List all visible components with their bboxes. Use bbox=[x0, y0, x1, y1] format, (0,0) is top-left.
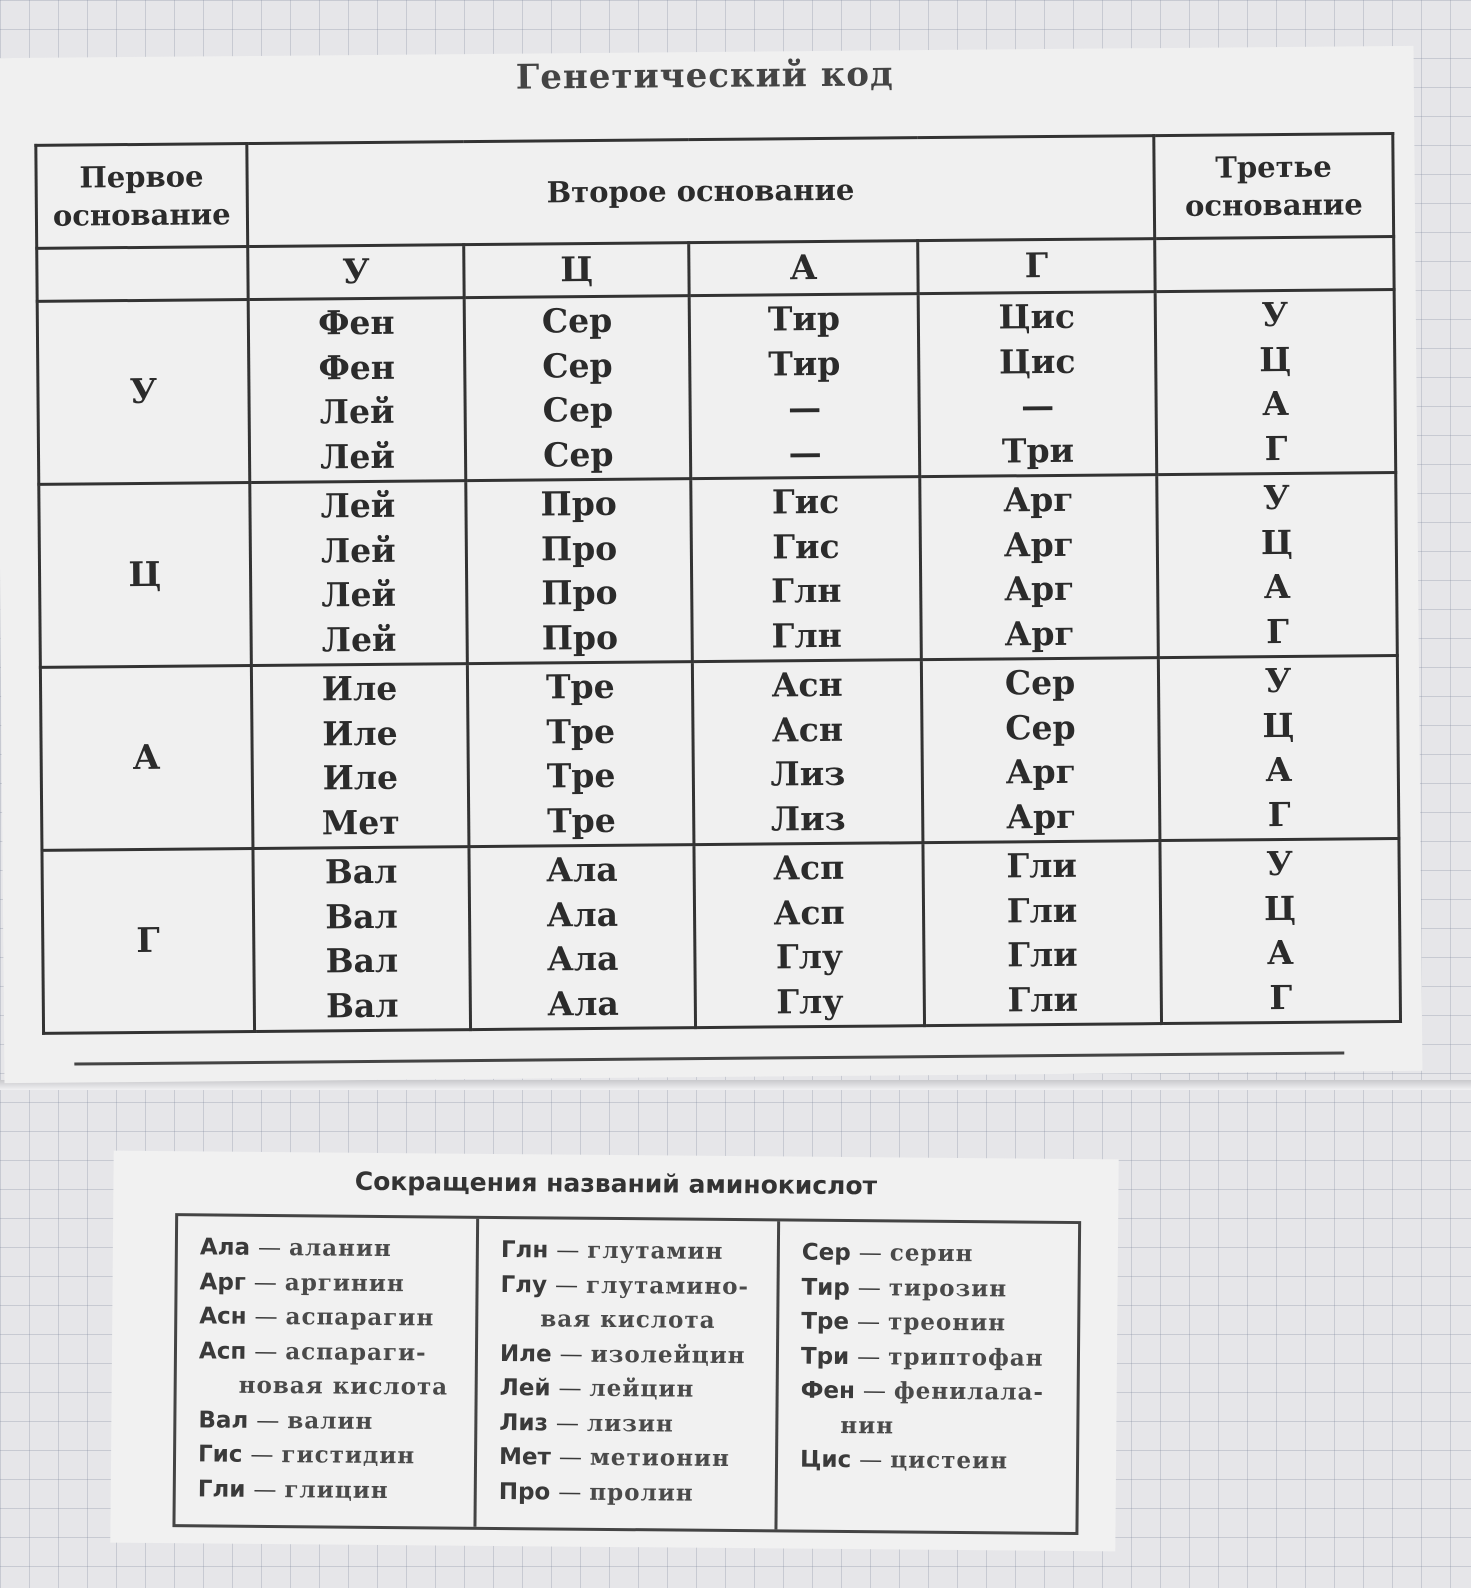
amino-acid: Вал bbox=[324, 851, 398, 892]
abbreviations-title: Сокращения названий аминокислот bbox=[354, 1166, 878, 1201]
abbreviation-item bbox=[801, 1270, 1061, 1307]
abbreviation-item bbox=[801, 1305, 1061, 1342]
amino-acid: Тре bbox=[546, 800, 616, 841]
third-base-cell bbox=[1158, 655, 1399, 840]
abbreviation-short: Сер bbox=[801, 1239, 851, 1267]
amino-acid-stack bbox=[253, 666, 468, 846]
codon-group-row bbox=[39, 473, 1398, 668]
amino-acid-cell bbox=[692, 660, 922, 845]
abbreviation-full: пролин bbox=[589, 1478, 694, 1507]
abbreviation-column bbox=[175, 1216, 479, 1527]
amino-acid-cell bbox=[469, 845, 695, 1030]
abbreviation-full: тирозин bbox=[888, 1273, 1008, 1302]
abbreviation-dash: — bbox=[253, 1269, 277, 1296]
abbreviation-dash: — bbox=[857, 1274, 881, 1301]
amino-acid: Арг bbox=[1003, 480, 1074, 520]
third-base-letter: У bbox=[1262, 478, 1290, 518]
abbreviation-item bbox=[499, 1405, 759, 1442]
amino-acid: Лиз bbox=[770, 798, 846, 839]
abbreviation-full: триптофан bbox=[888, 1342, 1044, 1372]
abbreviation-dash: — bbox=[862, 1378, 887, 1405]
abbreviation-continuation bbox=[800, 1408, 1060, 1445]
amino-acid: Арг bbox=[1005, 796, 1077, 837]
amino-acid: Тир bbox=[767, 299, 841, 339]
abbreviation-item bbox=[499, 1474, 759, 1511]
third-base-letter: А bbox=[1261, 384, 1290, 424]
amino-acid: Арг bbox=[1004, 613, 1075, 654]
abbreviation-item bbox=[198, 1403, 458, 1440]
third-base-letter: Г bbox=[1266, 611, 1290, 651]
amino-acid-stack bbox=[254, 849, 469, 1029]
third-base-letter: А bbox=[1263, 567, 1291, 607]
third-base-letter: А bbox=[1265, 750, 1293, 790]
notebook-fold bbox=[0, 1080, 1471, 1090]
abbreviation-item bbox=[499, 1440, 759, 1477]
bottom-rule bbox=[74, 1051, 1344, 1065]
amino-acid-cell bbox=[464, 296, 690, 481]
third-base-stack bbox=[1161, 841, 1399, 1021]
amino-acid: Вал bbox=[325, 896, 398, 937]
amino-acid: Фен bbox=[318, 347, 396, 388]
abbreviation-short: Фен bbox=[800, 1377, 856, 1405]
abbreviation-short: Мет bbox=[498, 1443, 552, 1471]
amino-acid: Вал bbox=[325, 985, 399, 1026]
abbreviation-column bbox=[476, 1219, 780, 1530]
abbreviation-short: Про bbox=[498, 1478, 551, 1505]
abbreviation-short: Лей bbox=[499, 1374, 551, 1402]
amino-acid: Лей bbox=[320, 436, 396, 477]
amino-acid: Про bbox=[541, 573, 618, 613]
abbreviation-item bbox=[198, 1472, 458, 1509]
third-base-stack bbox=[1158, 475, 1396, 655]
third-base-letter: У bbox=[1264, 661, 1292, 701]
header-row bbox=[36, 134, 1394, 249]
amino-acid: Иле bbox=[322, 757, 399, 798]
third-base-letter: Ц bbox=[1259, 339, 1292, 379]
amino-acid-cell bbox=[694, 843, 924, 1028]
abbreviation-full: лизин bbox=[586, 1409, 674, 1438]
amino-acid: Асн bbox=[771, 665, 843, 705]
genetic-code-table bbox=[34, 132, 1402, 1035]
empty-third-cell bbox=[1155, 237, 1395, 292]
amino-acid: Ала bbox=[545, 850, 618, 890]
abbreviation-item bbox=[801, 1339, 1061, 1376]
amino-acid: Про bbox=[540, 528, 618, 569]
abbreviation-full: глутамино- bbox=[585, 1271, 750, 1300]
amino-acid: Гли bbox=[1007, 979, 1079, 1020]
amino-acid-stack bbox=[468, 481, 691, 661]
amino-acid-stack bbox=[696, 845, 923, 1025]
amino-acid-cell bbox=[920, 475, 1159, 660]
amino-acid: Тир bbox=[768, 343, 841, 384]
amino-acid-cell bbox=[468, 662, 694, 847]
amino-acid-stack bbox=[923, 660, 1158, 840]
abbreviation-full: изолейцин bbox=[590, 1340, 746, 1369]
third-base-letter: Ц bbox=[1262, 705, 1295, 745]
amino-acid-stack bbox=[469, 664, 692, 844]
amino-acid-cell bbox=[466, 479, 692, 664]
amino-acid-stack bbox=[692, 479, 919, 659]
third-base-letter: Г bbox=[1269, 977, 1293, 1017]
amino-acid-stack bbox=[466, 298, 689, 478]
amino-acid: Гис bbox=[772, 526, 840, 567]
amino-acid-cell bbox=[689, 294, 919, 479]
third-base-stack bbox=[1160, 658, 1398, 838]
third-base-letter: Ц bbox=[1263, 888, 1297, 928]
abbreviation-dash: — bbox=[254, 1338, 278, 1365]
abbreviation-short: Асн bbox=[199, 1303, 247, 1330]
amino-acid: Ала bbox=[546, 939, 619, 979]
amino-acid: Мет bbox=[321, 802, 400, 843]
abbreviation-item bbox=[198, 1437, 458, 1474]
amino-acid: Лей bbox=[321, 574, 397, 615]
abbreviation-full: аргинин bbox=[284, 1268, 405, 1297]
amino-acid-stack bbox=[694, 662, 921, 842]
amino-acid-cell bbox=[251, 664, 469, 849]
genetic-code-title: Генетический код bbox=[515, 54, 894, 98]
amino-acid: Гли bbox=[1006, 890, 1078, 931]
abbreviation-full-cont: нин bbox=[840, 1411, 895, 1439]
abbreviation-item bbox=[501, 1233, 761, 1270]
amino-acid-cell bbox=[249, 481, 467, 666]
abbreviation-item bbox=[802, 1236, 1062, 1273]
abbreviation-dash: — bbox=[250, 1441, 274, 1469]
abbreviation-short: Лиз bbox=[499, 1409, 549, 1436]
first-base-cell: У bbox=[37, 300, 249, 485]
abbreviation-dash: — bbox=[257, 1234, 282, 1262]
abbreviation-full: валин bbox=[287, 1406, 374, 1435]
amino-acid: Ала bbox=[547, 983, 619, 1024]
amino-acid: Иле bbox=[321, 668, 398, 709]
abbreviation-item bbox=[800, 1443, 1060, 1480]
third-base-letter: Ц bbox=[1260, 522, 1293, 562]
amino-acid-stack bbox=[249, 300, 464, 480]
amino-acid-cell bbox=[691, 477, 921, 662]
abbreviation-short: Глн bbox=[500, 1237, 549, 1264]
amino-acid: Асп bbox=[773, 892, 845, 933]
second-base-label: А bbox=[689, 241, 918, 296]
amino-acid: Сер bbox=[542, 390, 614, 430]
amino-acid: — bbox=[788, 432, 822, 473]
abbreviation-dash: — bbox=[554, 1271, 579, 1299]
amino-acid: Три bbox=[1001, 430, 1075, 471]
amino-acid: Про bbox=[541, 617, 619, 658]
abbreviation-dash: — bbox=[555, 1409, 580, 1437]
abbreviation-short: Вал bbox=[198, 1406, 249, 1434]
amino-acid: — bbox=[788, 388, 822, 428]
amino-acid: Лей bbox=[319, 391, 395, 432]
abbreviation-dash: — bbox=[558, 1479, 582, 1506]
abbreviation-full: аланин bbox=[288, 1234, 392, 1263]
third-base-stack bbox=[1157, 292, 1395, 472]
amino-acid: Гли bbox=[1006, 935, 1078, 975]
amino-acid: Асн bbox=[771, 709, 844, 750]
third-base-letter: У bbox=[1266, 844, 1294, 884]
third-base-cell bbox=[1160, 838, 1401, 1023]
second-base-label: Г bbox=[918, 239, 1155, 294]
abbreviation-dash: — bbox=[556, 1237, 580, 1264]
abbreviation-dash: — bbox=[254, 1303, 278, 1331]
abbreviation-item bbox=[500, 1371, 760, 1408]
amino-acid-stack bbox=[921, 477, 1156, 657]
amino-acid: Арг bbox=[1003, 524, 1075, 565]
amino-acid: Тре bbox=[545, 667, 615, 707]
abbreviation-full: глутамин bbox=[587, 1236, 724, 1265]
genetic-code-sheet bbox=[0, 46, 1422, 1083]
amino-acid: Сер bbox=[541, 301, 613, 341]
abbreviation-item bbox=[500, 1268, 760, 1305]
amino-acid-cell bbox=[253, 847, 471, 1032]
amino-acid: Глу bbox=[775, 937, 844, 977]
amino-acid: Фен bbox=[317, 302, 395, 343]
amino-acid: Вал bbox=[325, 940, 399, 981]
amino-acid-stack bbox=[251, 483, 466, 663]
abbreviation-column bbox=[777, 1221, 1078, 1532]
amino-acid-stack bbox=[691, 296, 918, 476]
third-base-cell bbox=[1155, 290, 1396, 475]
amino-acid: Лей bbox=[321, 619, 397, 660]
amino-acid: Сер bbox=[542, 434, 614, 475]
abbreviation-full: серин bbox=[889, 1239, 974, 1268]
abbreviation-dash: — bbox=[857, 1343, 881, 1370]
abbreviation-short: Гли bbox=[197, 1475, 246, 1503]
third-base-letter: Г bbox=[1267, 794, 1291, 834]
second-base-label: Ц bbox=[464, 243, 689, 298]
second-base-label: У bbox=[247, 245, 464, 300]
abbreviation-item bbox=[500, 1337, 760, 1374]
abbreviation-short: Ала bbox=[199, 1234, 251, 1261]
abbreviations-box bbox=[172, 1213, 1081, 1535]
amino-acid: Сер bbox=[1005, 707, 1076, 748]
amino-acid: Глн bbox=[771, 615, 842, 656]
amino-acid: Арг bbox=[1003, 569, 1075, 609]
abbreviation-short: Три bbox=[800, 1343, 850, 1370]
amino-acid-stack bbox=[920, 294, 1155, 474]
third-base-header: Третье основание bbox=[1154, 134, 1394, 239]
abbreviation-short: Арг bbox=[199, 1268, 246, 1296]
abbreviation-full: аспараги- bbox=[285, 1337, 427, 1366]
second-base-header: Второе основание bbox=[246, 136, 1154, 247]
abbreviation-full: аспарагин bbox=[285, 1303, 435, 1332]
third-base-letter: Г bbox=[1264, 428, 1288, 468]
amino-acid: Цис bbox=[998, 341, 1076, 382]
abbreviation-short: Глу bbox=[500, 1271, 548, 1298]
abbreviation-full: гистидин bbox=[281, 1441, 416, 1470]
amino-acid: Гли bbox=[1006, 846, 1078, 886]
abbreviation-item bbox=[199, 1299, 459, 1336]
abbreviation-dash: — bbox=[256, 1407, 280, 1434]
amino-acid: Гис bbox=[771, 482, 840, 522]
abbreviation-dash: — bbox=[558, 1444, 583, 1471]
first-base-header: Первое основание bbox=[36, 144, 248, 249]
abbreviation-item bbox=[801, 1374, 1061, 1411]
amino-acid: Глн bbox=[771, 571, 842, 611]
abbreviation-full: лейцин bbox=[589, 1374, 695, 1403]
abbreviation-short: Тре bbox=[801, 1308, 850, 1336]
abbreviation-continuation bbox=[199, 1368, 459, 1405]
abbreviation-full-cont: вая кислота bbox=[540, 1305, 716, 1334]
amino-acid: Сер bbox=[1004, 663, 1076, 703]
abbreviation-dash: — bbox=[558, 1375, 582, 1402]
amino-acid-stack bbox=[471, 847, 694, 1027]
third-base-cell bbox=[1157, 473, 1398, 658]
abbreviations-sheet bbox=[110, 1151, 1118, 1552]
abbreviation-full: треонин bbox=[887, 1308, 1007, 1337]
amino-acid: Сер bbox=[542, 345, 613, 386]
third-base-letter: У bbox=[1261, 295, 1289, 335]
abbreviation-dash: — bbox=[559, 1341, 583, 1368]
codon-group-row bbox=[42, 838, 1401, 1033]
amino-acid-cell bbox=[921, 658, 1160, 843]
abbreviation-short: Иле bbox=[499, 1340, 552, 1367]
abbreviation-full: метионин bbox=[589, 1443, 731, 1473]
amino-acid: — bbox=[1020, 386, 1055, 426]
first-base-cell: А bbox=[40, 666, 252, 851]
amino-acid: Арг bbox=[1005, 752, 1077, 792]
abbreviation-dash: — bbox=[253, 1476, 277, 1503]
amino-acid: Глу bbox=[776, 981, 844, 1022]
amino-acid: Иле bbox=[322, 713, 398, 754]
abbreviation-short: Цис bbox=[799, 1446, 852, 1474]
abbreviation-dash: — bbox=[859, 1447, 883, 1474]
amino-acid: Асп bbox=[772, 848, 845, 888]
abbreviation-item bbox=[199, 1334, 459, 1371]
abbreviation-dash: — bbox=[856, 1309, 881, 1336]
amino-acid-cell bbox=[918, 292, 1157, 477]
abbreviation-full: фенилала- bbox=[893, 1377, 1045, 1406]
amino-acid: Тре bbox=[546, 756, 616, 796]
codon-group-row bbox=[37, 290, 1396, 485]
amino-acid: Лей bbox=[320, 485, 396, 526]
amino-acid: Ала bbox=[546, 894, 619, 935]
amino-acid-cell bbox=[248, 298, 466, 483]
amino-acid: Цис bbox=[998, 297, 1076, 337]
abbreviation-item bbox=[200, 1230, 460, 1267]
abbreviation-short: Асп bbox=[198, 1337, 247, 1365]
amino-acid-stack bbox=[924, 843, 1159, 1023]
empty-corner-cell bbox=[37, 247, 248, 302]
abbreviation-short: Гис bbox=[197, 1441, 243, 1468]
abbreviation-short: Тир bbox=[801, 1274, 850, 1301]
abbreviation-continuation bbox=[500, 1302, 760, 1339]
abbreviation-full-cont: новая кислота bbox=[238, 1371, 449, 1401]
amino-acid: Лиз bbox=[770, 754, 846, 794]
codon-group-row bbox=[40, 655, 1399, 850]
abbreviation-full: глицин bbox=[284, 1475, 389, 1504]
abbreviation-full: цистеин bbox=[890, 1446, 1009, 1475]
third-base-letter: А bbox=[1266, 933, 1295, 973]
abbreviation-dash: — bbox=[858, 1240, 882, 1267]
amino-acid-cell bbox=[923, 841, 1162, 1026]
abbreviation-item bbox=[199, 1265, 459, 1302]
amino-acid: Лей bbox=[320, 530, 396, 571]
first-base-cell: Г bbox=[42, 848, 254, 1033]
amino-acid: Про bbox=[540, 484, 617, 524]
amino-acid: Тре bbox=[546, 711, 616, 752]
first-base-cell: Ц bbox=[39, 483, 251, 668]
